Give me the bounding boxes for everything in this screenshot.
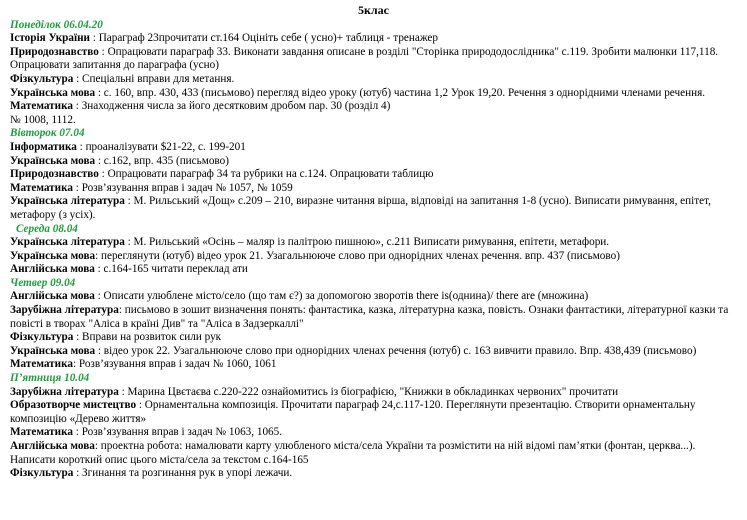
subject-label: Фізкультура [10, 467, 74, 480]
assignment-line [10, 155, 737, 169]
separator: : [72, 358, 79, 371]
assignment-line [10, 73, 737, 87]
separator: : [94, 440, 101, 452]
assignment-text: проектна робота: намалювати карту улюбленого міста/села України та розмістити на ній відомі пам’ятки (фонтан, церква...). Написати короткий опис цього міста/села за текстом с.164-165 [10, 440, 696, 466]
subject-label: Зарубіжна література [10, 304, 119, 317]
assignment-text: Марина Цвєтаєва с.220-222 ознайомитись із біографією, "Книжки в обкладинках червоних" прочитати [127, 385, 619, 398]
subject-label: Інформатика [10, 140, 77, 153]
days-container [10, 19, 737, 481]
assignment-text: Описати улюблене місто/село (що там є?) за допомогою зворотів there is(однина)/ there are (множина) [103, 290, 589, 303]
assignment-text: М. Рильський «Дощ» с.209 – 210, виразне читання вірша, відповіді на запитання 1-8 (усно). Виписати римування, епітет, метафору (з усіх). [10, 195, 711, 221]
assignment-text: с. 160, впр. 430, 433 (письмово) перегляд відео уроку (ютуб) частина 1,2 Урок 19,20. Речення з однорідними членами речення. [103, 86, 706, 99]
separator: : [124, 236, 134, 249]
subject-label: Математика [10, 181, 73, 194]
assignment-text: Параграф 23прочитати ст.164 Оцініть себе ( усно)+ таблиця - тренажер [98, 32, 438, 45]
subject-label: Фізкультура [10, 331, 74, 344]
subject-label: Англійська мова [10, 440, 95, 452]
assignment-line [10, 182, 737, 196]
assignment-line [10, 358, 737, 372]
assignment-text: с.164-165 читати переклад ати [103, 263, 248, 276]
separator: : [95, 344, 104, 357]
assignment-text: відео урок 22. Узагальнююче слово при однорідних членах речення (ютуб) с. 163 вивчити правило. Впр. 438,439 (письмово) [103, 344, 697, 357]
assignment-text: переглянути (ютуб) відео урок 21. Узагальнююче слово при однорідних членах речення. впр. 437 (письмово) [101, 249, 620, 262]
separator: : [124, 195, 134, 208]
assignment-line [10, 467, 737, 481]
subject-label: Фізкультура [10, 72, 74, 85]
assignment-line [10, 250, 737, 264]
assignment-line [10, 141, 737, 155]
assignment-line [10, 331, 737, 345]
assignment-line [10, 100, 737, 114]
separator: : [95, 86, 104, 99]
assignment-text: с.162, впр. 435 (письмово) [103, 154, 229, 167]
day-heading: П’ятниця 10.04 [10, 372, 90, 385]
day-heading: Четвер 09.04 [10, 276, 76, 289]
assignment-text: проаналізувати $21-22, с. 199-201 [85, 140, 246, 153]
day-heading: Понеділок 06.04.20 [10, 18, 103, 31]
subject-label: Математика [10, 358, 73, 371]
assignment-text: М. Рильський «Осінь – маляр із палітрою пишною», с.211 Виписати римування, епітети, метафори. [133, 236, 610, 249]
assignment-text: № 1008, 1112. [10, 113, 76, 126]
subject-label: Українська література [10, 195, 125, 208]
assignment-text: Опрацювати параграф 33. Виконати завдання описане в розділі "Сторінка природодослідника" с.119. Зробити малюнки 117,118. Опрацювати запитання до параграфа (усно) [10, 45, 719, 72]
assignment-line [10, 304, 737, 331]
subject-label: Історія України [10, 32, 90, 45]
assignment-text: Орнаментальна композиція. Прочитати параграф 24,с.117-120. Переглянути презентацію. Створити орнаментальну композицію «Дерево життя» [10, 399, 696, 425]
separator: : [73, 72, 83, 85]
separator: : [95, 154, 104, 167]
subject-label: Українська література [10, 236, 125, 249]
assignment-text: Опрацювати параграф 34 та рубрики на с.124. Опрацювати таблицю [107, 168, 434, 181]
assignment-line [10, 168, 737, 182]
subject-label: Зарубіжна література [10, 385, 119, 398]
subject-label: Українська мова [10, 344, 96, 357]
assignment-line [10, 290, 737, 304]
subject-label: Українська мова [10, 154, 96, 167]
separator: : [94, 263, 104, 276]
assignment-line [10, 87, 737, 101]
separator: : [72, 426, 82, 439]
subject-label: Українська мова [10, 86, 96, 99]
assignment-line [10, 399, 737, 426]
subject-label: Природознавство [10, 45, 99, 58]
assignment-line [10, 114, 737, 128]
separator: : [73, 467, 83, 480]
separator: : [118, 304, 125, 317]
assignment-line [10, 386, 737, 400]
subject-label: Українська мова [10, 249, 96, 262]
separator: : [72, 100, 82, 113]
assignment-text: Розв’язування вправ і задач № 1057, № 1059 [81, 181, 293, 194]
separator: : [76, 140, 86, 153]
separator: : [94, 290, 104, 303]
separator: : [98, 45, 108, 58]
subject-label: Природознавство [10, 168, 99, 181]
assignment-line [10, 440, 737, 467]
assignment-line [10, 263, 737, 277]
day-heading: Вівторок 07.04 [10, 127, 85, 140]
subject-label: Англійська мова [10, 263, 95, 276]
subject-label: Математика [10, 426, 73, 439]
subject-label: Образотворче мистецтво [10, 399, 137, 412]
separator: : [72, 181, 82, 194]
day-heading: Середа 08.04 [16, 222, 78, 235]
assignment-line [10, 345, 737, 359]
separator: : [73, 331, 83, 344]
separator: : [98, 168, 108, 181]
separator: : [118, 385, 128, 398]
assignment-text: Знаходження числа за його десятковим дробом пар. 30 (розділ 4) [81, 100, 391, 113]
assignment-text: Розв’язування вправ і задач № 1060, 1061 [78, 358, 277, 371]
assignment-text: письмово в зошит визначення понять: фантастика, казка, літературна казка, повість. Ознаки фантастики, літературної казки та повісті в творах "Аліса в країні Див" та "Аліса в Задзеркаллі" [10, 304, 729, 330]
assignment-line [10, 426, 737, 440]
assignment-line [10, 32, 737, 46]
assignment-text: Спеціальні вправи для метання. [82, 72, 235, 85]
assignment-line [10, 236, 737, 250]
assignment-text: Розв’язування вправ і задач № 1063, 1065. [81, 426, 283, 439]
assignment-line [10, 195, 737, 222]
separator: : [136, 399, 145, 412]
subject-label: Математика [10, 100, 73, 113]
assignment-line [10, 46, 737, 73]
subject-label: Англійська мова [10, 290, 95, 303]
page-title: 5клас [358, 3, 389, 17]
assignment-text: Згинання та розгинання рук в упорі лежачи. [82, 467, 293, 480]
assignment-text: Вправи на розвиток сили рук [82, 331, 222, 344]
separator: : [90, 32, 99, 45]
separator: : [95, 249, 101, 262]
